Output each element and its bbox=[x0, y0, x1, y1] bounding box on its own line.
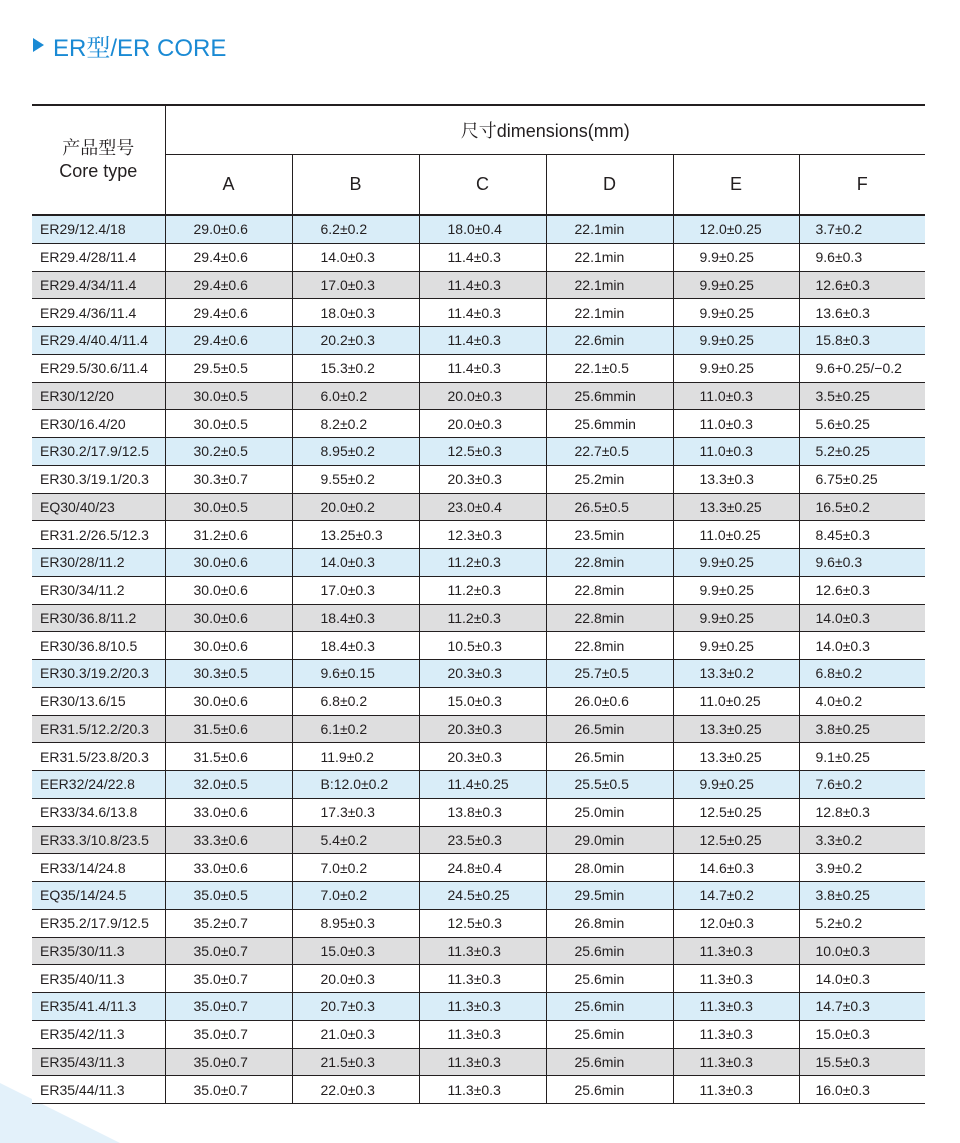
dim-b-cell: 7.0±0.2 bbox=[292, 882, 419, 910]
column-header-e: E bbox=[673, 155, 799, 215]
table-row bbox=[32, 826, 925, 854]
dim-a-cell: 29.4±0.6 bbox=[165, 327, 292, 355]
dim-a-cell: 30.3±0.7 bbox=[165, 465, 292, 493]
dim-d-cell: 22.1min bbox=[546, 299, 673, 327]
triangle-bullet-icon bbox=[33, 38, 44, 52]
dim-c-cell: 11.4±0.3 bbox=[419, 327, 546, 355]
dim-e-cell: 9.9±0.25 bbox=[673, 604, 799, 632]
table-row bbox=[32, 465, 925, 493]
dim-e-cell: 11.3±0.3 bbox=[673, 1020, 799, 1048]
dim-a-cell: 31.5±0.6 bbox=[165, 743, 292, 771]
core-type-cell: ER30/28/11.2 bbox=[32, 549, 165, 577]
dim-c-cell: 20.0±0.3 bbox=[419, 382, 546, 410]
dim-d-cell: 25.0min bbox=[546, 798, 673, 826]
dim-b-cell: 13.25±0.3 bbox=[292, 521, 419, 549]
dim-c-cell: 11.4±0.3 bbox=[419, 299, 546, 327]
core-type-cell: ER35/43/11.3 bbox=[32, 1048, 165, 1076]
dim-b-cell: 9.6±0.15 bbox=[292, 660, 419, 688]
table-body bbox=[32, 215, 925, 1104]
table-row bbox=[32, 243, 925, 271]
section-title bbox=[33, 30, 226, 60]
dim-a-cell: 30.0±0.5 bbox=[165, 410, 292, 438]
dim-c-cell: 24.5±0.25 bbox=[419, 882, 546, 910]
dim-f-cell: 10.0±0.3 bbox=[799, 937, 925, 965]
dim-a-cell: 35.2±0.7 bbox=[165, 909, 292, 937]
dim-e-cell: 11.0±0.25 bbox=[673, 687, 799, 715]
dim-a-cell: 31.5±0.6 bbox=[165, 715, 292, 743]
core-type-cell: ER31.5/23.8/20.3 bbox=[32, 743, 165, 771]
dim-e-cell: 9.9±0.25 bbox=[673, 549, 799, 577]
dim-b-cell: 6.8±0.2 bbox=[292, 687, 419, 715]
core-type-cell: ER29/12.4/18 bbox=[32, 215, 165, 243]
table-header bbox=[32, 105, 925, 215]
table-row bbox=[32, 715, 925, 743]
table-row bbox=[32, 1076, 925, 1104]
dim-f-cell: 3.9±0.2 bbox=[799, 854, 925, 882]
table-row bbox=[32, 299, 925, 327]
dim-b-cell: 18.4±0.3 bbox=[292, 604, 419, 632]
core-type-cell: ER30.2/17.9/12.5 bbox=[32, 438, 165, 466]
dim-e-cell: 11.3±0.3 bbox=[673, 993, 799, 1021]
dim-a-cell: 29.5±0.5 bbox=[165, 354, 292, 382]
core-type-cell: ER29.5/30.6/11.4 bbox=[32, 354, 165, 382]
dim-e-cell: 9.9±0.25 bbox=[673, 243, 799, 271]
core-type-cell: ER35/30/11.3 bbox=[32, 937, 165, 965]
table-row bbox=[32, 937, 925, 965]
dim-b-cell: 8.95±0.2 bbox=[292, 438, 419, 466]
dim-e-cell: 13.3±0.25 bbox=[673, 743, 799, 771]
dim-d-cell: 22.1min bbox=[546, 271, 673, 299]
dim-d-cell: 22.6min bbox=[546, 327, 673, 355]
table-row bbox=[32, 687, 925, 715]
table-row bbox=[32, 1048, 925, 1076]
dim-d-cell: 29.0min bbox=[546, 826, 673, 854]
dim-e-cell: 9.9±0.25 bbox=[673, 271, 799, 299]
dim-f-cell: 12.6±0.3 bbox=[799, 576, 925, 604]
table-row bbox=[32, 354, 925, 382]
dim-c-cell: 11.3±0.3 bbox=[419, 965, 546, 993]
dim-d-cell: 25.6min bbox=[546, 1076, 673, 1104]
dim-c-cell: 12.3±0.3 bbox=[419, 521, 546, 549]
dim-b-cell: 18.4±0.3 bbox=[292, 632, 419, 660]
dim-c-cell: 11.4±0.25 bbox=[419, 771, 546, 799]
dim-c-cell: 13.8±0.3 bbox=[419, 798, 546, 826]
dim-f-cell: 16.0±0.3 bbox=[799, 1076, 925, 1104]
table-row bbox=[32, 410, 925, 438]
table-row bbox=[32, 854, 925, 882]
dim-a-cell: 35.0±0.7 bbox=[165, 1048, 292, 1076]
column-header-a: A bbox=[165, 155, 292, 215]
dim-d-cell: 22.7±0.5 bbox=[546, 438, 673, 466]
core-type-cell: EQ30/40/23 bbox=[32, 493, 165, 521]
core-type-cell: ER29.4/40.4/11.4 bbox=[32, 327, 165, 355]
dim-b-cell: 14.0±0.3 bbox=[292, 549, 419, 577]
core-type-cell: ER35/42/11.3 bbox=[32, 1020, 165, 1048]
table-row bbox=[32, 576, 925, 604]
table-row bbox=[32, 382, 925, 410]
dim-f-cell: 15.8±0.3 bbox=[799, 327, 925, 355]
dim-b-cell: 11.9±0.2 bbox=[292, 743, 419, 771]
dim-a-cell: 35.0±0.7 bbox=[165, 937, 292, 965]
dim-b-cell: 6.1±0.2 bbox=[292, 715, 419, 743]
dim-f-cell: 3.5±0.25 bbox=[799, 382, 925, 410]
dim-e-cell: 9.9±0.25 bbox=[673, 299, 799, 327]
table-row bbox=[32, 521, 925, 549]
dim-e-cell: 13.3±0.2 bbox=[673, 660, 799, 688]
dim-b-cell: 17.3±0.3 bbox=[292, 798, 419, 826]
dim-b-cell: B:12.0±0.2 bbox=[292, 771, 419, 799]
core-type-cell: ER30/34/11.2 bbox=[32, 576, 165, 604]
dim-d-cell: 25.6mmin bbox=[546, 382, 673, 410]
dim-e-cell: 13.3±0.25 bbox=[673, 493, 799, 521]
dim-f-cell: 13.6±0.3 bbox=[799, 299, 925, 327]
dim-c-cell: 11.4±0.3 bbox=[419, 271, 546, 299]
dim-c-cell: 20.0±0.3 bbox=[419, 410, 546, 438]
dim-b-cell: 17.0±0.3 bbox=[292, 576, 419, 604]
dim-b-cell: 20.0±0.2 bbox=[292, 493, 419, 521]
dim-d-cell: 22.8min bbox=[546, 604, 673, 632]
core-type-cell: ER30/36.8/11.2 bbox=[32, 604, 165, 632]
dim-e-cell: 11.0±0.25 bbox=[673, 521, 799, 549]
dim-e-cell: 12.0±0.3 bbox=[673, 909, 799, 937]
table-row bbox=[32, 743, 925, 771]
dim-b-cell: 8.95±0.3 bbox=[292, 909, 419, 937]
dim-a-cell: 29.4±0.6 bbox=[165, 271, 292, 299]
dim-c-cell: 20.3±0.3 bbox=[419, 465, 546, 493]
core-type-cell: ER35.2/17.9/12.5 bbox=[32, 909, 165, 937]
dim-f-cell: 15.5±0.3 bbox=[799, 1048, 925, 1076]
core-type-cell: ER30/16.4/20 bbox=[32, 410, 165, 438]
dim-b-cell: 21.0±0.3 bbox=[292, 1020, 419, 1048]
table-row bbox=[32, 549, 925, 577]
dim-b-cell: 6.2±0.2 bbox=[292, 215, 419, 243]
dim-c-cell: 11.2±0.3 bbox=[419, 549, 546, 577]
core-type-cell: ER30/12/20 bbox=[32, 382, 165, 410]
core-type-cell: EQ35/14/24.5 bbox=[32, 882, 165, 910]
dim-a-cell: 30.0±0.6 bbox=[165, 576, 292, 604]
dim-b-cell: 9.55±0.2 bbox=[292, 465, 419, 493]
dim-f-cell: 9.6±0.3 bbox=[799, 549, 925, 577]
table-row bbox=[32, 438, 925, 466]
table-row bbox=[32, 493, 925, 521]
table-row bbox=[32, 327, 925, 355]
dim-f-cell: 12.6±0.3 bbox=[799, 271, 925, 299]
dim-c-cell: 20.3±0.3 bbox=[419, 660, 546, 688]
dim-c-cell: 11.4±0.3 bbox=[419, 354, 546, 382]
dim-a-cell: 29.4±0.6 bbox=[165, 299, 292, 327]
dim-e-cell: 11.3±0.3 bbox=[673, 965, 799, 993]
dim-d-cell: 25.6mmin bbox=[546, 410, 673, 438]
dim-f-cell: 14.7±0.3 bbox=[799, 993, 925, 1021]
dim-d-cell: 26.8min bbox=[546, 909, 673, 937]
dim-f-cell: 6.75±0.25 bbox=[799, 465, 925, 493]
dim-b-cell: 15.0±0.3 bbox=[292, 937, 419, 965]
dim-e-cell: 14.6±0.3 bbox=[673, 854, 799, 882]
core-dimensions-table bbox=[32, 104, 925, 1104]
dim-e-cell: 11.0±0.3 bbox=[673, 438, 799, 466]
dim-a-cell: 30.0±0.6 bbox=[165, 632, 292, 660]
dim-e-cell: 9.9±0.25 bbox=[673, 632, 799, 660]
dim-d-cell: 25.6min bbox=[546, 965, 673, 993]
dim-a-cell: 33.0±0.6 bbox=[165, 798, 292, 826]
dim-f-cell: 9.1±0.25 bbox=[799, 743, 925, 771]
dim-c-cell: 11.3±0.3 bbox=[419, 1048, 546, 1076]
dim-c-cell: 11.3±0.3 bbox=[419, 1020, 546, 1048]
dim-a-cell: 35.0±0.5 bbox=[165, 882, 292, 910]
table-row bbox=[32, 965, 925, 993]
table-row bbox=[32, 215, 925, 243]
dim-a-cell: 30.0±0.6 bbox=[165, 687, 292, 715]
dim-c-cell: 11.3±0.3 bbox=[419, 1076, 546, 1104]
core-type-cell: ER29.4/36/11.4 bbox=[32, 299, 165, 327]
dimensions-header: 尺寸dimensions(mm) bbox=[165, 105, 925, 155]
dim-f-cell: 14.0±0.3 bbox=[799, 632, 925, 660]
dim-b-cell: 20.7±0.3 bbox=[292, 993, 419, 1021]
dim-e-cell: 11.0±0.3 bbox=[673, 382, 799, 410]
dim-f-cell: 6.8±0.2 bbox=[799, 660, 925, 688]
dim-d-cell: 22.1min bbox=[546, 215, 673, 243]
dim-c-cell: 12.5±0.3 bbox=[419, 438, 546, 466]
core-type-header-cn: 产品型号 bbox=[62, 138, 135, 158]
dim-d-cell: 25.6min bbox=[546, 937, 673, 965]
dim-a-cell: 30.3±0.5 bbox=[165, 660, 292, 688]
dim-b-cell: 15.3±0.2 bbox=[292, 354, 419, 382]
dim-e-cell: 9.9±0.25 bbox=[673, 576, 799, 604]
table-row bbox=[32, 604, 925, 632]
dim-f-cell: 14.0±0.3 bbox=[799, 965, 925, 993]
core-type-cell: ER35/41.4/11.3 bbox=[32, 993, 165, 1021]
dim-a-cell: 31.2±0.6 bbox=[165, 521, 292, 549]
core-type-cell: ER33.3/10.8/23.5 bbox=[32, 826, 165, 854]
column-header-f: F bbox=[799, 155, 925, 215]
dim-c-cell: 18.0±0.4 bbox=[419, 215, 546, 243]
dim-c-cell: 15.0±0.3 bbox=[419, 687, 546, 715]
core-type-header-en: Core type bbox=[59, 161, 138, 181]
dim-e-cell: 14.7±0.2 bbox=[673, 882, 799, 910]
column-header-d: D bbox=[546, 155, 673, 215]
core-type-cell: ER35/44/11.3 bbox=[32, 1076, 165, 1104]
dim-d-cell: 23.5min bbox=[546, 521, 673, 549]
dim-c-cell: 11.3±0.3 bbox=[419, 937, 546, 965]
dim-e-cell: 13.3±0.3 bbox=[673, 465, 799, 493]
core-type-cell: ER30.3/19.2/20.3 bbox=[32, 660, 165, 688]
dim-b-cell: 21.5±0.3 bbox=[292, 1048, 419, 1076]
dim-f-cell: 4.0±0.2 bbox=[799, 687, 925, 715]
core-type-cell: ER33/14/24.8 bbox=[32, 854, 165, 882]
dim-d-cell: 22.1min bbox=[546, 243, 673, 271]
dim-e-cell: 12.0±0.25 bbox=[673, 215, 799, 243]
dim-d-cell: 26.0±0.6 bbox=[546, 687, 673, 715]
dim-c-cell: 20.3±0.3 bbox=[419, 743, 546, 771]
dim-b-cell: 22.0±0.3 bbox=[292, 1076, 419, 1104]
dim-b-cell: 18.0±0.3 bbox=[292, 299, 419, 327]
dim-b-cell: 7.0±0.2 bbox=[292, 854, 419, 882]
dim-c-cell: 11.2±0.3 bbox=[419, 604, 546, 632]
dim-b-cell: 8.2±0.2 bbox=[292, 410, 419, 438]
core-type-cell: EER32/24/22.8 bbox=[32, 771, 165, 799]
dim-d-cell: 22.8min bbox=[546, 632, 673, 660]
dim-f-cell: 16.5±0.2 bbox=[799, 493, 925, 521]
dim-f-cell: 14.0±0.3 bbox=[799, 604, 925, 632]
dim-e-cell: 9.9±0.25 bbox=[673, 354, 799, 382]
core-type-cell: ER31.5/12.2/20.3 bbox=[32, 715, 165, 743]
dim-b-cell: 17.0±0.3 bbox=[292, 271, 419, 299]
column-header-c: C bbox=[419, 155, 546, 215]
dim-a-cell: 35.0±0.7 bbox=[165, 1076, 292, 1104]
dim-f-cell: 9.6±0.3 bbox=[799, 243, 925, 271]
dim-a-cell: 32.0±0.5 bbox=[165, 771, 292, 799]
dim-c-cell: 24.8±0.4 bbox=[419, 854, 546, 882]
column-header-b: B bbox=[292, 155, 419, 215]
dim-e-cell: 9.9±0.25 bbox=[673, 327, 799, 355]
dim-d-cell: 22.1±0.5 bbox=[546, 354, 673, 382]
dim-e-cell: 11.3±0.3 bbox=[673, 1048, 799, 1076]
dim-c-cell: 11.3±0.3 bbox=[419, 993, 546, 1021]
dim-b-cell: 20.2±0.3 bbox=[292, 327, 419, 355]
dim-f-cell: 5.2±0.2 bbox=[799, 909, 925, 937]
dim-e-cell: 11.0±0.3 bbox=[673, 410, 799, 438]
section-title-text: ER型/ER CORE bbox=[53, 34, 227, 62]
dim-a-cell: 30.0±0.5 bbox=[165, 382, 292, 410]
dim-a-cell: 33.0±0.6 bbox=[165, 854, 292, 882]
dim-c-cell: 11.2±0.3 bbox=[419, 576, 546, 604]
core-type-cell: ER30/13.6/15 bbox=[32, 687, 165, 715]
table-row bbox=[32, 1020, 925, 1048]
core-type-cell: ER29.4/34/11.4 bbox=[32, 271, 165, 299]
table-row bbox=[32, 993, 925, 1021]
dim-a-cell: 29.0±0.6 bbox=[165, 215, 292, 243]
dim-f-cell: 15.0±0.3 bbox=[799, 1020, 925, 1048]
table-row bbox=[32, 798, 925, 826]
dim-c-cell: 20.3±0.3 bbox=[419, 715, 546, 743]
dim-c-cell: 23.0±0.4 bbox=[419, 493, 546, 521]
table-row bbox=[32, 882, 925, 910]
dim-d-cell: 26.5±0.5 bbox=[546, 493, 673, 521]
dim-f-cell: 3.3±0.2 bbox=[799, 826, 925, 854]
dim-a-cell: 30.0±0.6 bbox=[165, 604, 292, 632]
table-row bbox=[32, 909, 925, 937]
core-type-cell: ER30.3/19.1/20.3 bbox=[32, 465, 165, 493]
dim-f-cell: 7.6±0.2 bbox=[799, 771, 925, 799]
dim-f-cell: 9.6+0.25/−0.2 bbox=[799, 354, 925, 382]
dim-e-cell: 12.5±0.25 bbox=[673, 826, 799, 854]
dim-d-cell: 25.6min bbox=[546, 993, 673, 1021]
table-row bbox=[32, 271, 925, 299]
dim-a-cell: 30.0±0.5 bbox=[165, 493, 292, 521]
table-row bbox=[32, 660, 925, 688]
dim-d-cell: 25.5±0.5 bbox=[546, 771, 673, 799]
dim-a-cell: 29.4±0.6 bbox=[165, 243, 292, 271]
dim-d-cell: 29.5min bbox=[546, 882, 673, 910]
dim-a-cell: 35.0±0.7 bbox=[165, 1020, 292, 1048]
dim-a-cell: 30.2±0.5 bbox=[165, 438, 292, 466]
dim-e-cell: 11.3±0.3 bbox=[673, 937, 799, 965]
core-type-cell: ER33/34.6/13.8 bbox=[32, 798, 165, 826]
dim-f-cell: 3.8±0.25 bbox=[799, 715, 925, 743]
dim-d-cell: 22.8min bbox=[546, 549, 673, 577]
dim-f-cell: 5.2±0.25 bbox=[799, 438, 925, 466]
dim-a-cell: 30.0±0.6 bbox=[165, 549, 292, 577]
dim-a-cell: 33.3±0.6 bbox=[165, 826, 292, 854]
dim-f-cell: 8.45±0.3 bbox=[799, 521, 925, 549]
dim-f-cell: 5.6±0.25 bbox=[799, 410, 925, 438]
dim-a-cell: 35.0±0.7 bbox=[165, 993, 292, 1021]
dim-b-cell: 20.0±0.3 bbox=[292, 965, 419, 993]
core-type-cell: ER31.2/26.5/12.3 bbox=[32, 521, 165, 549]
core-type-cell: ER29.4/28/11.4 bbox=[32, 243, 165, 271]
dim-d-cell: 25.6min bbox=[546, 1048, 673, 1076]
table-row bbox=[32, 771, 925, 799]
dim-c-cell: 23.5±0.3 bbox=[419, 826, 546, 854]
dim-c-cell: 11.4±0.3 bbox=[419, 243, 546, 271]
dim-b-cell: 14.0±0.3 bbox=[292, 243, 419, 271]
dim-e-cell: 12.5±0.25 bbox=[673, 798, 799, 826]
core-type-cell: ER30/36.8/10.5 bbox=[32, 632, 165, 660]
dim-c-cell: 10.5±0.3 bbox=[419, 632, 546, 660]
dim-d-cell: 25.7±0.5 bbox=[546, 660, 673, 688]
dim-f-cell: 12.8±0.3 bbox=[799, 798, 925, 826]
dim-f-cell: 3.7±0.2 bbox=[799, 215, 925, 243]
dim-e-cell: 11.3±0.3 bbox=[673, 1076, 799, 1104]
dim-d-cell: 25.6min bbox=[546, 1020, 673, 1048]
dim-d-cell: 26.5min bbox=[546, 743, 673, 771]
dim-d-cell: 26.5min bbox=[546, 715, 673, 743]
dim-f-cell: 3.8±0.25 bbox=[799, 882, 925, 910]
core-type-cell: ER35/40/11.3 bbox=[32, 965, 165, 993]
dim-d-cell: 28.0min bbox=[546, 854, 673, 882]
table-row bbox=[32, 632, 925, 660]
dim-b-cell: 5.4±0.2 bbox=[292, 826, 419, 854]
dim-d-cell: 25.2min bbox=[546, 465, 673, 493]
dim-d-cell: 22.8min bbox=[546, 576, 673, 604]
dim-c-cell: 12.5±0.3 bbox=[419, 909, 546, 937]
dim-e-cell: 9.9±0.25 bbox=[673, 771, 799, 799]
core-type-header bbox=[32, 105, 165, 215]
dim-a-cell: 35.0±0.7 bbox=[165, 965, 292, 993]
dim-b-cell: 6.0±0.2 bbox=[292, 382, 419, 410]
dim-e-cell: 13.3±0.25 bbox=[673, 715, 799, 743]
